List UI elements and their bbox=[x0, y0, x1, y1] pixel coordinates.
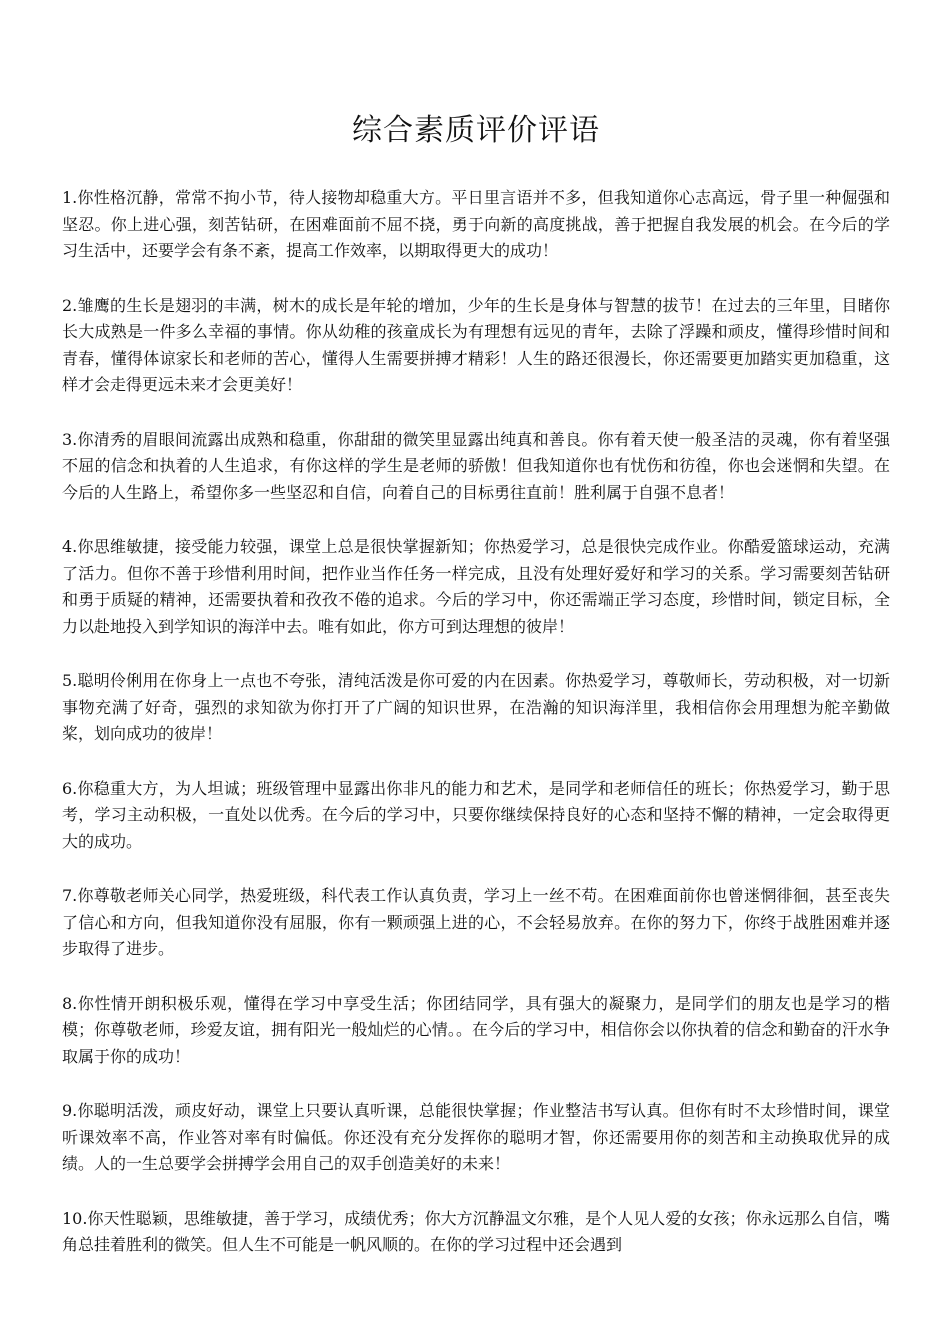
comment-paragraph-9: 9.你聪明活泼，顽皮好动，课堂上只要认真听课，总能很快掌握；作业整洁书写认真。但你有时不太珍惜时间，课堂听课效率不高，作业答对率有时偏低。你还没有充分发挥你的聪明才智，你还需要用你的刻苦和主动换取优异的成绩。人的一生总要学会拼搏学会用自己的双手创造美好的未来！ bbox=[62, 1101, 890, 1173]
comment-paragraph-4: 4.你思维敏捷，接受能力较强，课堂上总是很快掌握新知；你热爱学习，总是很快完成作业。你酷爱篮球运动，充满了活力。但你不善于珍惜利用时间，把作业当作任务一样完成，且没有处理好爱好和学习的关系。学习需要刻苦钻研和勇于质疑的精神，还需要执着和孜孜不倦的追求。今后的学习中，你还需端正学习态度，珍惜时间，锁定目标，全力以赴地投入到学知识的海洋中去。唯有如此，你方可到达理想的彼岸！ bbox=[62, 537, 890, 636]
comment-paragraph-2: 2.雏鹰的生长是翅羽的丰满，树木的成长是年轮的增加，少年的生长是身体与智慧的拔节！在过去的三年里，目睹你长大成熟是一件多么幸福的事情。你从幼稚的孩童成长为有理想有远见的青年，去除了浮躁和顽皮，懂得珍惜时间和青春，懂得体谅家长和老师的苦心，懂得人生需要拼搏才精彩！人生的路还很漫长，你还需要更加踏实更加稳重，这样才会走得更远未来才会更美好！ bbox=[62, 295, 890, 394]
comment-paragraph-10: 10.你天性聪颖，思维敏捷，善于学习，成绩优秀；你大方沉静温文尔雅，是个人见人爱的女孩；你永远那么自信，嘴角总挂着胜利的微笑。但人生不可能是一帆风顺的。在你的学习过程中还会遇到 bbox=[62, 1208, 890, 1254]
comment-paragraph-6: 6.你稳重大方，为人坦诚；班级管理中显露出你非凡的能力和艺术，是同学和老师信任的班长；你热爱学习，勤于思考，学习主动积极，一直处以优秀。在今后的学习中，只要你继续保持良好的心态和坚持不懈的精神，一定会取得更大的成功。 bbox=[62, 778, 890, 851]
document-title: 综合素质评价评语 bbox=[352, 113, 600, 148]
comment-paragraph-7: 7.你尊敬老师关心同学，热爱班级，科代表工作认真负责，学习上一丝不苟。在困难面前你也曾迷惘徘徊，甚至丧失了信心和方向，但我知道你没有屈服，你有一颗顽强上进的心，不会轻易放弃。在你的努力下，你终于战胜困难并逐步取得了进步。 bbox=[62, 886, 890, 958]
comment-list bbox=[62, 185, 890, 1259]
comment-paragraph-3: 3.你清秀的眉眼间流露出成熟和稳重，你甜甜的微笑里显露出纯真和善良。你有着天使一般圣洁的灵魂，你有着坚强不屈的信念和执着的人生追求，有你这样的学生是老师的骄傲！但我知道你也有忧伤和彷徨，你也会迷惘和失望。在今后的人生路上，希望你多一些坚忍和自信，向着自己的目标勇往直前！胜利属于自强不息者！ bbox=[62, 429, 890, 502]
comment-paragraph-5: 5.聪明伶俐用在你身上一点也不夸张，清纯活泼是你可爱的内在因素。你热爱学习，尊敬师长，劳动积极，对一切新事物充满了好奇，强烈的求知欲为你打开了广阔的知识世界，在浩瀚的知识海洋里，我相信你会用理想为舵辛勤做桨，划向成功的彼岸！ bbox=[62, 671, 890, 743]
comment-paragraph-1: 1.你性格沉静，常常不拘小节，待人接物却稳重大方。平日里言语并不多，但我知道你心志高远，骨子里一种倔强和坚忍。你上进心强，刻苦钻研，在困难面前不屈不挠，勇于向新的高度挑战，善于把握自我发展的机会。在今后的学习生活中，还要学会有条不紊，提高工作效率，以期取得更大的成功！ bbox=[62, 188, 890, 260]
comment-paragraph-8: 8.你性情开朗积极乐观，懂得在学习中享受生活；你团结同学，具有强大的凝聚力，是同学们的朋友也是学习的楷模；你尊敬老师，珍爱友谊，拥有阳光一般灿烂的心情。。在今后的学习中，相信你会以你执着的信念和勤奋的汗水争取属于你的成功！ bbox=[62, 993, 890, 1066]
